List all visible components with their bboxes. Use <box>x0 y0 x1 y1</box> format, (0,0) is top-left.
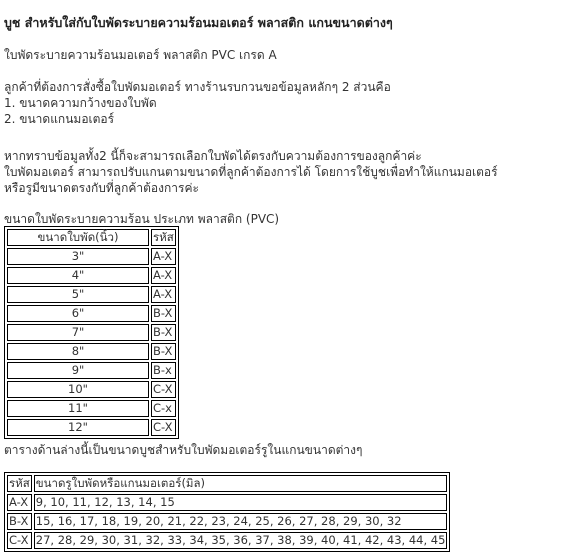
fan-size-cell: 11" <box>7 400 149 417</box>
fan-size-cell: 12" <box>7 419 149 436</box>
table-row <box>7 305 176 322</box>
fan-size-cell: 6" <box>7 305 149 322</box>
table-row <box>7 532 447 549</box>
bushing-size-table <box>4 472 450 552</box>
table-header-row <box>7 475 447 492</box>
code-cell: C-X <box>151 381 176 398</box>
header-bore-size: ขนาดรูใบพัดหรือแกนมอเตอร์(มิล) <box>34 475 448 492</box>
order-info-paragraph <box>4 79 391 127</box>
fan-size-cell: 4" <box>7 267 149 284</box>
table-row <box>7 494 447 511</box>
table-row <box>7 400 176 417</box>
note-line: หรือรูมีขนาดตรงกับที่ลูกค้าต้องการค่ะ <box>4 181 199 195</box>
fan-size-cell: 8" <box>7 343 149 360</box>
table-row <box>7 286 176 303</box>
fan-size-cell: 3" <box>7 248 149 265</box>
fan-size-cell: 10" <box>7 381 149 398</box>
bore-size-cell: 15, 16, 17, 18, 19, 20, 21, 22, 23, 24, 25, 26, 27, 28, 29, 30, 32 <box>34 513 448 530</box>
table-row <box>7 381 176 398</box>
code-cell: A-X <box>151 286 176 303</box>
table-row <box>7 343 176 360</box>
code-cell: B-X <box>7 513 32 530</box>
code-cell: A-X <box>7 494 32 511</box>
table-row <box>7 267 176 284</box>
header-fan-size: ขนาดใบพัด(นิ้ว) <box>7 229 149 246</box>
code-cell: B-X <box>151 305 176 322</box>
table-row <box>7 248 176 265</box>
note-line: หากทราบข้อมูลทั้ง2 นี้ก็จะสามารถเลือกใบพัดได้ตรงกับความต้องการของลูกค้าค่ะ <box>4 149 422 163</box>
bushing-table-caption: ตารางด้านล่างนี้เป็นขนาดบูชสำหรับใบพัดมอเตอร์รูในแกนขนาดต่างๆ <box>4 443 363 457</box>
table-row <box>7 513 447 530</box>
header-code: รหัส <box>9 476 30 490</box>
product-description: ใบพัดระบายความร้อนมอเตอร์ พลาสติก PVC เกรด A <box>4 48 277 62</box>
order-info-line: 2. ขนาดแกนมอเตอร์ <box>4 112 115 126</box>
code-cell: A-X <box>151 248 176 265</box>
code-cell: C-X <box>7 532 32 549</box>
fan-size-table <box>4 226 179 439</box>
table-header-row <box>7 229 176 246</box>
table-row <box>7 419 176 436</box>
page-title: บูช สำหรับใส่กับใบพัดระบายความร้อนมอเตอร์ พลาสติก แกนขนาดต่างๆ <box>4 15 393 30</box>
code-cell: C-X <box>151 419 176 436</box>
bore-size-cell: 9, 10, 11, 12, 13, 14, 15 <box>34 494 448 511</box>
code-cell: B-X <box>151 343 176 360</box>
code-cell: B-X <box>151 324 176 341</box>
note-paragraph <box>4 148 498 196</box>
bore-size-cell: 27, 28, 29, 30, 31, 32, 33, 34, 35, 36, 37, 38, 39, 40, 41, 42, 43, 44, 45 <box>35 533 446 547</box>
table-row <box>7 324 176 341</box>
order-info-line: 1. ขนาดความกว้างของใบพัด <box>4 96 157 110</box>
fan-table-caption: ขนาดใบพัดระบายความร้อน ประเภท พลาสติก (PVC) <box>4 212 280 226</box>
code-cell: C-x <box>151 400 176 417</box>
table-row <box>7 362 176 379</box>
code-cell: B-x <box>151 362 176 379</box>
note-line: ใบพัดมอเตอร์ สามารถปรับแกนตามขนาดที่ลูกค้าต้องการได้ โดยการใช้บูชเพื่อทำให้แกนมอเตอร์ <box>4 165 498 179</box>
fan-size-cell: 9" <box>7 362 149 379</box>
fan-size-cell: 5" <box>7 286 149 303</box>
header-code: รหัส <box>153 230 174 244</box>
code-cell: A-X <box>151 267 176 284</box>
fan-size-cell: 7" <box>7 324 149 341</box>
order-info-line: ลูกค้าที่ต้องการสั่งซื้อใบพัดมอเตอร์ ทางร้านรบกวนขอข้อมูลหลักๆ 2 ส่วนคือ <box>4 80 391 94</box>
